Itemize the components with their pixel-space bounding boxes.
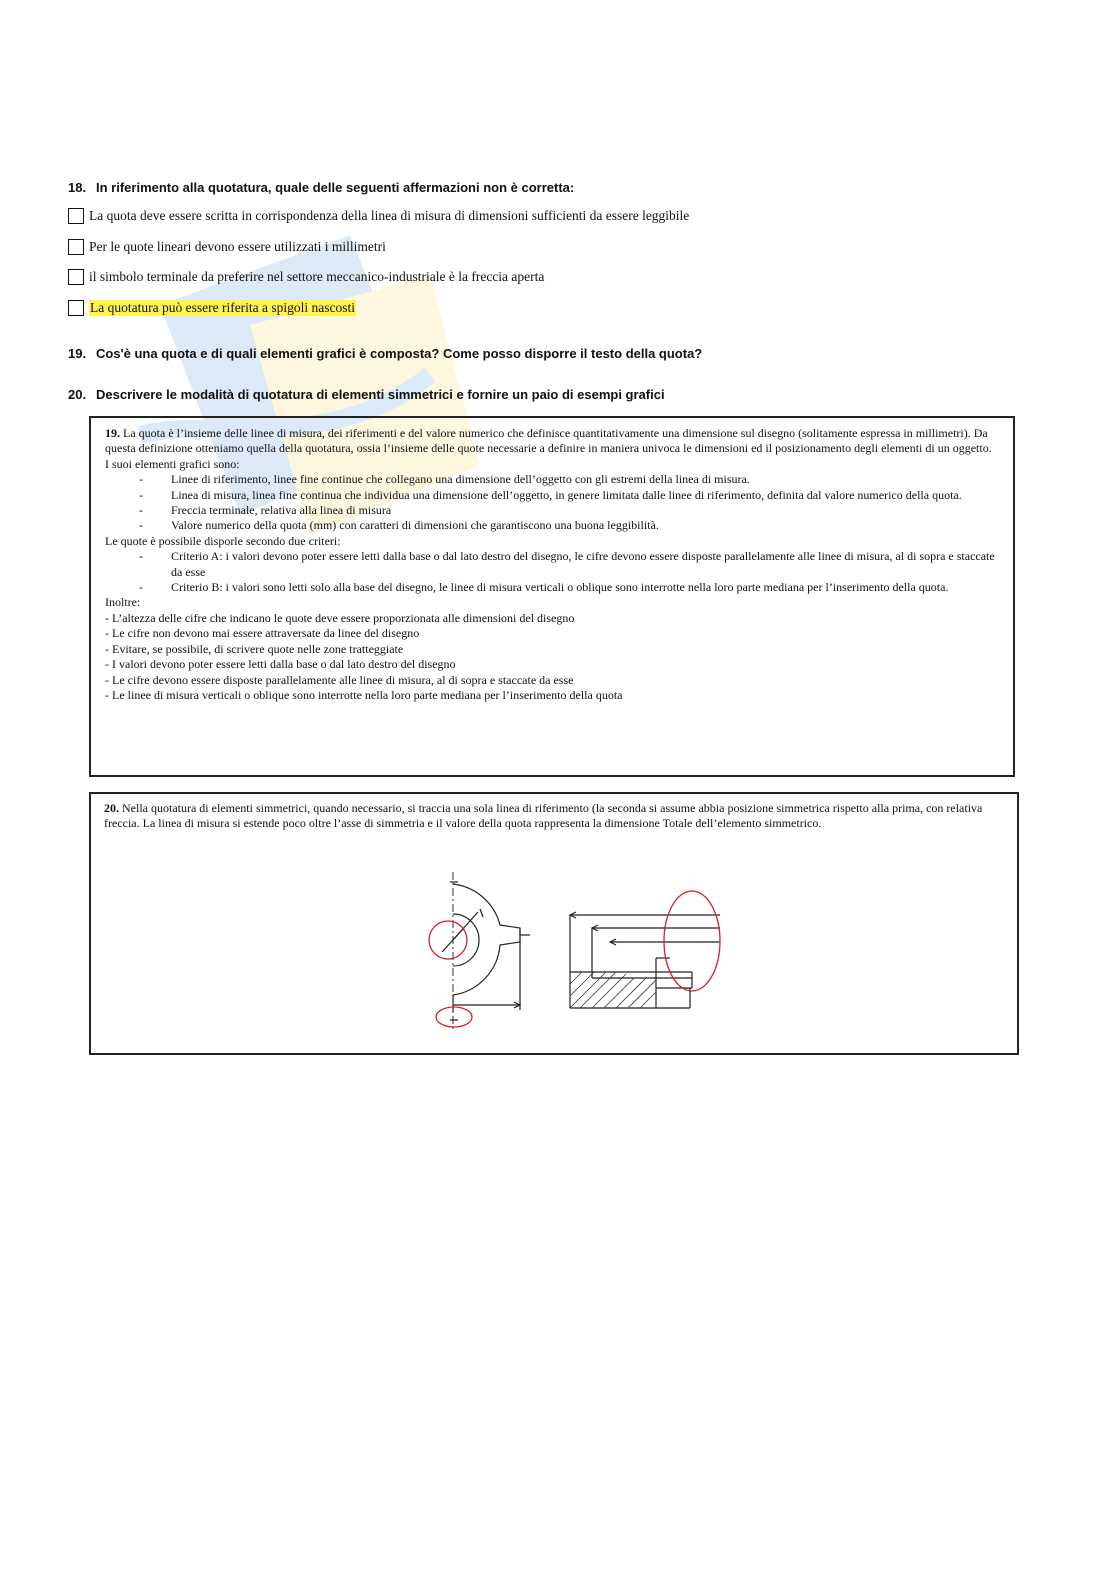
option-label: Per le quote lineari devono essere utilizzati i millimetri bbox=[89, 239, 386, 254]
answer-20-paragraph bbox=[104, 801, 1004, 832]
question-number: 18. bbox=[68, 180, 87, 195]
option-18-c[interactable] bbox=[68, 268, 544, 286]
element-item: - Linea di misura, linea fine continua che individua una dimensione dell’oggetto, in genere limitata dalle linee di riferimento, definita dal valore numerico della quota. bbox=[139, 487, 962, 502]
criteria-item: - Criterio A: i valori devono poter essere letti dalla base o dal lato destro del disegno, le cifre devono essere disposte parallelamente alle linee di misura, al di sopra e staccate da esse bbox=[139, 549, 995, 579]
question-20-heading bbox=[68, 387, 665, 402]
checkbox[interactable] bbox=[68, 208, 84, 224]
extra-item: - Le linee di misura verticali o oblique sono interrotte nella loro parte mediana per l’inserimento della quota bbox=[105, 687, 623, 702]
elements-label: I suoi elementi grafici sono: bbox=[105, 456, 240, 471]
checkbox[interactable] bbox=[68, 269, 84, 285]
question-text: In riferimento alla quotatura, quale delle seguenti affermazioni non è corretta: bbox=[96, 180, 575, 195]
option-18-b[interactable] bbox=[68, 238, 386, 256]
criteria-text: Criterio B: i valori sono letti solo alla base del disegno, le linee di misura verticali o oblique sono interrotte nella loro parte mediana per l’inserimento della quota. bbox=[171, 580, 949, 595]
option-18-a[interactable] bbox=[68, 207, 689, 225]
element-text: Freccia terminale, relativa alla linea di misura bbox=[171, 503, 392, 518]
element-item: - Valore numerico della quota (mm) con caratteri di dimensioni che garantiscono una buona leggibilità. bbox=[139, 518, 659, 533]
element-text: Valore numerico della quota (mm) con caratteri di dimensioni che garantiscono una buona leggibilità. bbox=[171, 518, 659, 533]
extra-item: - Le cifre non devono mai essere attraversate da linee del disegno bbox=[105, 626, 420, 641]
answer-body: Nella quotatura di elementi simmetrici, quando necessario, si traccia una sola linea di riferimento (la seconda si assume abbia posizione simmetrica rispetto alla prima, con relativa freccia. La linea di misura si estende poco oltre l’asse di simmetria e il valore della quota rappresenta la dimensione Totale dell’elemento simmetrico. bbox=[104, 801, 983, 831]
extra-item: - L’altezza delle cifre che indicano le quote deve essere proporzionata alle dimensioni del disegno bbox=[105, 610, 575, 625]
annotation-ellipse bbox=[436, 1007, 472, 1027]
answer-19-intro bbox=[105, 426, 999, 457]
question-number: 19. bbox=[68, 346, 87, 361]
element-text: Linea di misura, linea fine continua che individua una dimensione dell’oggetto, in genere limitata dalle linee di riferimento, definita dal valore numerico della quota. bbox=[171, 487, 962, 502]
checkbox[interactable] bbox=[68, 239, 84, 255]
answer-number: 19. bbox=[105, 426, 120, 440]
drawing-right bbox=[570, 912, 720, 1008]
question-text: Descrivere le modalità di quotatura di elementi simmetrici e fornire un paio di esempi grafici bbox=[96, 387, 665, 402]
symmetric-dimensioning-drawing bbox=[420, 870, 740, 1040]
criteria-item: - Criterio B: i valori sono letti solo alla base del disegno, le linee di misura verticali o oblique sono interrotte nella loro parte mediana per l’inserimento della quota. bbox=[139, 580, 949, 595]
annotation-circle bbox=[429, 921, 467, 959]
question-19-heading bbox=[68, 346, 702, 361]
option-18-d[interactable] bbox=[68, 299, 356, 317]
question-number: 20. bbox=[68, 387, 87, 402]
answer-number: 20. bbox=[104, 801, 119, 815]
extra-item: - Evitare, se possibile, di scrivere quote nelle zone tratteggiate bbox=[105, 641, 404, 656]
answer-intro: La quota è l’insieme delle linee di misura, dei riferimenti e del valore numerico che definisce quantitativamente una dimensione sul disegno (solitamente espressa in millimetri). Da questa definizione otteniamo quella della quotatura, ossia l’insieme delle quote necessarie a definire in maniera univoca le dimensioni ed il posizionamento degli elementi di un oggetto. bbox=[105, 426, 992, 456]
extra-label: Inoltre: bbox=[105, 595, 141, 610]
extra-item: - Le cifre devono essere disposte parallelamente alle linee di misura, al di sopra e staccate da esse bbox=[105, 672, 574, 687]
element-item: - Freccia terminale, relativa alla linea di misura bbox=[139, 503, 392, 518]
option-label: La quota deve essere scritta in corrispondenza della linea di misura di dimensioni sufficienti da essere leggibile bbox=[89, 208, 690, 223]
question-18-heading bbox=[68, 180, 574, 195]
answer-19-text bbox=[105, 426, 999, 703]
checkbox[interactable] bbox=[68, 300, 84, 316]
option-label-highlighted: La quotatura può essere riferita a spigoli nascosti bbox=[90, 300, 356, 315]
element-item: - Linee di riferimento, linee fine continue che collegano una dimensione dell’oggetto con gli estremi della linea di misura. bbox=[139, 472, 750, 487]
element-text: Linee di riferimento, linee fine continue che collegano una dimensione dell’oggetto con gli estremi della linea di misura. bbox=[171, 472, 750, 487]
extra-item: - I valori devono poter essere letti dalla base o dal lato destro del disegno bbox=[105, 657, 456, 672]
criteria-text: Criterio A: i valori devono poter essere letti dalla base o dal lato destro del disegno, le cifre devono essere disposte parallelamente alle linee di misura, al di sopra e staccate da esse bbox=[171, 549, 995, 579]
criteria-label: Le quote è possibile disporle secondo due criteri: bbox=[105, 533, 341, 548]
answer-20-text bbox=[104, 801, 1004, 832]
drawing-left bbox=[442, 872, 530, 1030]
answer-19-box bbox=[89, 416, 1015, 777]
question-text: Cos'è una quota e di quali elementi grafici è composta? Come posso disporre il testo della quota? bbox=[96, 346, 703, 361]
option-label: il simbolo terminale da preferire nel settore meccanico-industriale è la freccia aperta bbox=[89, 269, 545, 284]
